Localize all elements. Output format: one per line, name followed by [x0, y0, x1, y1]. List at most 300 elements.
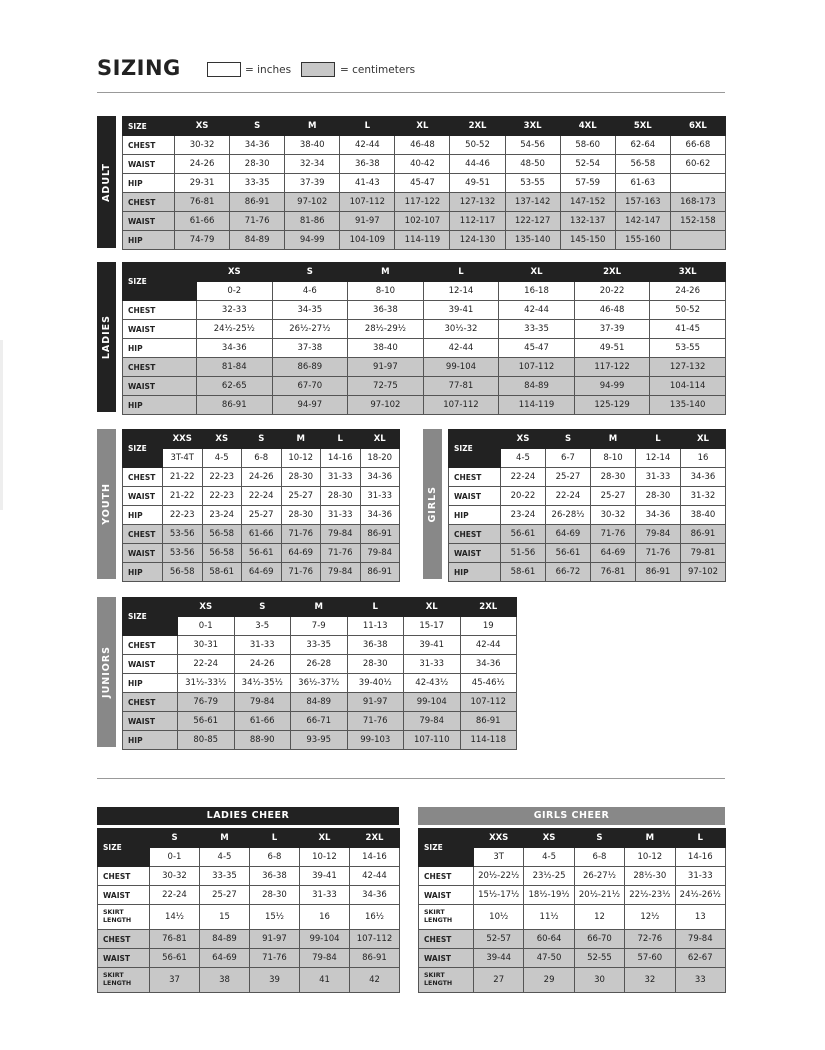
measurement-cell: 51-56 [501, 544, 546, 563]
measurement-cell: 127-132 [650, 358, 726, 377]
hip-row-label: HIP [123, 563, 163, 582]
cm-waist-row [123, 212, 726, 231]
measurement-cell: 91-97 [340, 212, 395, 231]
measurement-cell: 42 [350, 968, 400, 993]
size-column-header: 6XL [670, 117, 725, 136]
inches-hip-row [449, 506, 726, 525]
ladies-cheer-heading: LADIES CHEER [97, 807, 399, 825]
measurement-cell: 67-70 [272, 377, 348, 396]
measurement-cell: 74-79 [175, 231, 230, 250]
measurement-cell: 84-89 [499, 377, 575, 396]
measurement-cell: 30 [574, 968, 624, 993]
girls-cheer-heading: GIRLS CHEER [418, 807, 725, 825]
measurement-cell: 41 [300, 968, 350, 993]
numeric-size-cell: 10-12 [281, 449, 321, 468]
numeric-size-cell: 7-9 [291, 617, 348, 636]
measurement-cell: 42-44 [350, 867, 400, 886]
measurement-cell: 36-38 [340, 155, 395, 174]
measurement-cell: 86-91 [360, 525, 400, 544]
numeric-size-cell: 0-1 [150, 848, 200, 867]
measurement-cell: 56-61 [501, 525, 546, 544]
measurement-cell: 91-97 [250, 930, 300, 949]
measurement-cell: 28½-30 [625, 867, 675, 886]
measurement-cell: 22-24 [501, 468, 546, 487]
measurement-cell: 22-24 [546, 487, 591, 506]
measurement-cell: 112-117 [450, 212, 505, 231]
measurement-cell: 122-127 [505, 212, 560, 231]
measurement-cell: 84-89 [230, 231, 285, 250]
size-column-header: M [200, 829, 250, 848]
waist-row-label: WAIST [449, 487, 501, 506]
measurement-cell: 26-28 [291, 655, 348, 674]
measurement-cell: 66-72 [546, 563, 591, 582]
measurement-cell: 104-114 [650, 377, 726, 396]
measurement-cell: 57-60 [625, 949, 675, 968]
measurement-cell: 94-99 [285, 231, 340, 250]
inches-waist-row [123, 655, 517, 674]
measurement-cell: 39-41 [423, 301, 499, 320]
measurement-cell: 37 [150, 968, 200, 993]
size-column-header: S [242, 430, 282, 449]
size-column-header: L [423, 263, 499, 282]
size-column-header: XXS [474, 829, 524, 848]
measurement-cell: 91-97 [347, 693, 404, 712]
measurement-cell: 97-102 [285, 193, 340, 212]
size-column-header: XL [300, 829, 350, 848]
measurement-cell: 86-91 [230, 193, 285, 212]
measurement-cell: 25-27 [591, 487, 636, 506]
hip-row-label: HIP [123, 396, 197, 415]
chest-row-label: CHEST [123, 301, 197, 320]
adult-section-label: ADULT [97, 116, 116, 248]
measurement-cell: 26-27½ [574, 867, 624, 886]
measurement-cell: 76-81 [175, 193, 230, 212]
measurement-cell: 25-27 [281, 487, 321, 506]
hip-row-label: HIP [449, 506, 501, 525]
measurement-cell: 145-150 [560, 231, 615, 250]
page-title: SIZING [97, 56, 181, 80]
size-column-header: XL [404, 598, 461, 617]
size-column-header: 2XL [350, 829, 400, 848]
measurement-cell: 16 [300, 905, 350, 930]
measurement-cell: 28-30 [591, 468, 636, 487]
measurement-cell: 56-61 [242, 544, 282, 563]
measurement-cell: 71-76 [250, 949, 300, 968]
size-column-header: 3XL [650, 263, 726, 282]
measurement-cell: 56-61 [150, 949, 200, 968]
chest-row-label: CHEST [123, 358, 197, 377]
inches-chest-row [123, 136, 726, 155]
inches-waist-row [123, 155, 726, 174]
inches-waist-row [123, 487, 400, 506]
numeric-size-cell: 14-16 [321, 449, 361, 468]
size-column-header: 2XL [460, 598, 517, 617]
inches-legend-label: = inches [245, 64, 292, 76]
measurement-cell: 30-32 [591, 506, 636, 525]
measurement-cell: 88-90 [234, 731, 291, 750]
waist-row-label: WAIST [123, 487, 163, 506]
waist-row-label: WAIST [419, 949, 474, 968]
measurement-cell: 79-84 [234, 693, 291, 712]
measurement-cell: 21-22 [163, 487, 203, 506]
measurement-cell: 58-60 [560, 136, 615, 155]
measurement-cell: 25-27 [242, 506, 282, 525]
cm-hip-row [123, 731, 517, 750]
inches-chest-row [123, 301, 726, 320]
measurement-cell: 45-46½ [460, 674, 517, 693]
measurement-cell: 38-40 [348, 339, 424, 358]
measurement-cell: 79-84 [360, 544, 400, 563]
size-header-label: SIZE [123, 430, 163, 468]
numeric-size-cell: 19 [460, 617, 517, 636]
measurement-cell: 16½ [350, 905, 400, 930]
measurement-cell: 132-137 [560, 212, 615, 231]
size-column-header: 2XL [574, 263, 650, 282]
inches-hip-row [123, 339, 726, 358]
measurement-cell: 125-129 [574, 396, 650, 415]
measurement-cell: 28-30 [281, 468, 321, 487]
girls-section-label: GIRLS [423, 429, 442, 579]
measurement-cell: 39-40½ [347, 674, 404, 693]
measurement-cell: 53-56 [163, 525, 203, 544]
measurement-cell: 102-107 [395, 212, 450, 231]
measurement-cell: 155-160 [615, 231, 670, 250]
measurement-cell: 28-30 [230, 155, 285, 174]
measurement-cell: 15½ [250, 905, 300, 930]
measurement-cell: 42-44 [423, 339, 499, 358]
waist-row-label: WAIST [98, 886, 150, 905]
measurement-cell: 22-24 [178, 655, 235, 674]
measurement-cell: 42-44 [499, 301, 575, 320]
measurement-cell: 23½-25 [524, 867, 574, 886]
measurement-cell: 93-95 [291, 731, 348, 750]
chest-row-label: CHEST [123, 193, 175, 212]
measurement-cell: 71-76 [591, 525, 636, 544]
ladies-cheer-size-table [97, 828, 400, 993]
measurement-cell: 84-89 [200, 930, 250, 949]
measurement-cell: 28-30 [321, 487, 361, 506]
measurement-cell: 34-36 [360, 468, 400, 487]
numeric-size-cell: 4-5 [202, 449, 242, 468]
measurement-cell: 107-112 [340, 193, 395, 212]
measurement-cell: 44-46 [450, 155, 505, 174]
juniors-section-label: JUNIORS [97, 597, 116, 747]
numeric-size-cell: 4-6 [272, 282, 348, 301]
hip-row-label: HIP [123, 674, 178, 693]
measurement-cell: 33-35 [499, 320, 575, 339]
cm-hip-row [123, 396, 726, 415]
measurement-cell: 12 [574, 905, 624, 930]
numeric-size-cell: 6-8 [242, 449, 282, 468]
size-column-header: 5XL [615, 117, 670, 136]
centimeters-legend-swatch [301, 62, 335, 77]
cm-chest-row [123, 358, 726, 377]
measurement-cell: 71-76 [281, 525, 321, 544]
measurement-cell: 23-24 [202, 506, 242, 525]
measurement-cell: 24½-26½ [675, 886, 725, 905]
size-column-header: S [546, 430, 591, 449]
measurement-cell: 72-76 [625, 930, 675, 949]
cm-chest-row [123, 693, 517, 712]
measurement-cell: 34½-35½ [234, 674, 291, 693]
skirt-length-label [98, 905, 150, 930]
measurement-cell: 20½-21½ [574, 886, 624, 905]
measurement-cell: 79-84 [675, 930, 725, 949]
numeric-size-cell: 10-12 [300, 848, 350, 867]
measurement-cell: 49-51 [574, 339, 650, 358]
chest-row-label: CHEST [123, 468, 163, 487]
numeric-size-cell: 6-8 [250, 848, 300, 867]
measurement-cell: 38 [200, 968, 250, 993]
cm-waist-row [98, 949, 400, 968]
cm-hip-row [123, 231, 726, 250]
measurement-cell: 61-66 [234, 712, 291, 731]
inches-hip-row [123, 674, 517, 693]
measurement-cell: 46-48 [395, 136, 450, 155]
chest-row-label: CHEST [123, 136, 175, 155]
skirt-label-line: SKIRT [103, 972, 124, 979]
measurement-cell: 22-23 [202, 468, 242, 487]
inches-chest-row [419, 867, 726, 886]
measurement-cell: 64-69 [242, 563, 282, 582]
cm-chest-row [419, 930, 726, 949]
waist-row-label: WAIST [123, 655, 178, 674]
girls-size-table [448, 429, 726, 582]
measurement-cell: 84-89 [291, 693, 348, 712]
measurement-cell: 97-102 [681, 563, 726, 582]
cm-chest-row [123, 193, 726, 212]
measurement-cell: 86-91 [350, 949, 400, 968]
numeric-size-cell: 16 [681, 449, 726, 468]
measurement-cell: 29 [524, 968, 574, 993]
measurement-cell: 38-40 [681, 506, 726, 525]
cm-chest-row [449, 525, 726, 544]
measurement-cell: 14½ [150, 905, 200, 930]
measurement-cell: 33-35 [200, 867, 250, 886]
size-column-header: M [348, 263, 424, 282]
measurement-cell: 37-39 [574, 320, 650, 339]
measurement-cell: 114-119 [499, 396, 575, 415]
numeric-size-cell: 0-2 [197, 282, 273, 301]
skirt-label-line: SKIRT [424, 909, 445, 916]
measurement-cell: 30-32 [175, 136, 230, 155]
measurement-cell: 107-112 [460, 693, 517, 712]
measurement-cell: 57-59 [560, 174, 615, 193]
measurement-cell: 39 [250, 968, 300, 993]
size-column-header: M [291, 598, 348, 617]
top-divider [97, 92, 725, 93]
length-label-line: LENGTH [424, 917, 453, 924]
measurement-cell: 32-34 [285, 155, 340, 174]
inches-skirt-row [419, 905, 726, 930]
measurement-cell: 60-62 [670, 155, 725, 174]
measurement-cell: 39-41 [300, 867, 350, 886]
measurement-cell: 28-30 [636, 487, 681, 506]
measurement-cell: 34-36 [197, 339, 273, 358]
measurement-cell: 34-36 [230, 136, 285, 155]
numeric-size-cell: 0-1 [178, 617, 235, 636]
measurement-cell: 147-152 [560, 193, 615, 212]
measurement-cell: 64-69 [281, 544, 321, 563]
hip-row-label: HIP [123, 506, 163, 525]
inches-hip-row [123, 506, 400, 525]
size-column-header: M [281, 430, 321, 449]
measurement-cell: 31½-33½ [178, 674, 235, 693]
skirt-length-label [419, 905, 474, 930]
measurement-cell: 42-44 [340, 136, 395, 155]
numeric-size-cell: 6-7 [546, 449, 591, 468]
measurement-cell: 31-33 [636, 468, 681, 487]
measurement-cell: 25-27 [200, 886, 250, 905]
skirt-length-label [419, 968, 474, 993]
measurement-cell: 33-35 [230, 174, 285, 193]
measurement-cell: 26½-27½ [272, 320, 348, 339]
measurement-cell: 28-30 [281, 506, 321, 525]
hip-row-label: HIP [123, 231, 175, 250]
size-column-header: XS [175, 117, 230, 136]
measurement-cell: 30-31 [178, 636, 235, 655]
measurement-cell: 28-30 [347, 655, 404, 674]
size-column-header: M [591, 430, 636, 449]
hip-row-label: HIP [449, 563, 501, 582]
measurement-cell: 114-119 [395, 231, 450, 250]
measurement-cell: 79-84 [636, 525, 681, 544]
chest-row-label: CHEST [123, 636, 178, 655]
measurement-cell: 24-26 [242, 468, 282, 487]
chest-row-label: CHEST [123, 693, 178, 712]
measurement-cell: 31-33 [675, 867, 725, 886]
measurement-cell: 86-91 [636, 563, 681, 582]
measurement-cell: 66-68 [670, 136, 725, 155]
measurement-cell: 52-57 [474, 930, 524, 949]
size-header-label: SIZE [123, 117, 175, 136]
numeric-size-cell: 14-16 [350, 848, 400, 867]
numeric-size-cell: 11-13 [347, 617, 404, 636]
measurement-cell: 22-24 [242, 487, 282, 506]
inches-waist-row [419, 886, 726, 905]
numeric-size-cell: 15-17 [404, 617, 461, 636]
measurement-cell: 31-33 [300, 886, 350, 905]
inches-chest-row [449, 468, 726, 487]
inches-chest-row [123, 468, 400, 487]
measurement-cell: 32 [625, 968, 675, 993]
measurement-cell: 22-23 [202, 487, 242, 506]
measurement-cell: 11½ [524, 905, 574, 930]
measurement-cell: 62-67 [675, 949, 725, 968]
measurement-cell: 46-48 [574, 301, 650, 320]
cm-waist-row [123, 712, 517, 731]
cm-chest-row [98, 930, 400, 949]
measurement-cell: 22-23 [163, 506, 203, 525]
measurement-cell: 22½-23½ [625, 886, 675, 905]
measurement-cell: 20-22 [501, 487, 546, 506]
skirt-label-line: SKIRT [103, 909, 124, 916]
measurement-cell: 80-85 [178, 731, 235, 750]
measurement-cell: 71-76 [281, 563, 321, 582]
measurement-cell: 79-84 [321, 563, 361, 582]
cm-waist-row [449, 544, 726, 563]
cm-skirt-row [98, 968, 400, 993]
cm-waist-row [123, 377, 726, 396]
measurement-cell: 72-75 [348, 377, 424, 396]
measurement-cell: 79-84 [321, 525, 361, 544]
measurement-cell: 86-89 [272, 358, 348, 377]
size-column-header: L [636, 430, 681, 449]
measurement-cell: 142-147 [615, 212, 670, 231]
measurement-cell: 24-26 [234, 655, 291, 674]
chest-row-label: CHEST [123, 525, 163, 544]
measurement-cell: 64-69 [546, 525, 591, 544]
measurement-cell: 50-52 [450, 136, 505, 155]
measurement-cell: 152-158 [670, 212, 725, 231]
skirt-length-label [98, 968, 150, 993]
chest-row-label: CHEST [98, 867, 150, 886]
measurement-cell: 34-36 [360, 506, 400, 525]
numeric-size-cell: 18-20 [360, 449, 400, 468]
size-column-header: S [230, 117, 285, 136]
measurement-cell: 45-47 [395, 174, 450, 193]
size-column-header: XXS [163, 430, 203, 449]
skirt-label-line: SKIRT [424, 972, 445, 979]
measurement-cell: 107-112 [423, 396, 499, 415]
measurement-cell: 86-91 [197, 396, 273, 415]
measurement-cell: 56-58 [163, 563, 203, 582]
measurement-cell: 58-61 [501, 563, 546, 582]
size-column-header: XS [197, 263, 273, 282]
size-column-header: S [234, 598, 291, 617]
measurement-cell: 45-47 [499, 339, 575, 358]
inches-skirt-row [98, 905, 400, 930]
measurement-cell: 71-76 [321, 544, 361, 563]
measurement-cell: 36-38 [348, 301, 424, 320]
waist-row-label: WAIST [449, 544, 501, 563]
measurement-cell: 15 [200, 905, 250, 930]
waist-row-label: WAIST [123, 544, 163, 563]
measurement-cell: 81-84 [197, 358, 273, 377]
measurement-cell: 56-61 [178, 712, 235, 731]
size-header-label: SIZE [98, 829, 150, 867]
measurement-cell: 48-50 [505, 155, 560, 174]
measurement-cell: 79-84 [404, 712, 461, 731]
measurement-cell: 135-140 [650, 396, 726, 415]
size-column-header: S [574, 829, 624, 848]
measurement-cell: 53-55 [505, 174, 560, 193]
measurement-cell: 38-40 [285, 136, 340, 155]
measurement-cell: 61-66 [175, 212, 230, 231]
measurement-cell: 71-76 [230, 212, 285, 231]
length-label-line: LENGTH [103, 980, 132, 987]
girls-cheer-size-table [418, 828, 726, 993]
numeric-size-cell: 8-10 [591, 449, 636, 468]
measurement-cell: 20½-22½ [474, 867, 524, 886]
measurement-cell: 79-84 [300, 949, 350, 968]
size-column-header: XL [360, 430, 400, 449]
measurement-cell: 81-86 [285, 212, 340, 231]
measurement-cell: 56-58 [202, 525, 242, 544]
measurement-cell: 56-58 [202, 544, 242, 563]
numeric-size-cell: 12-14 [636, 449, 681, 468]
size-column-header: XS [178, 598, 235, 617]
size-column-header: XS [501, 430, 546, 449]
inches-waist-row [449, 487, 726, 506]
size-column-header: L [675, 829, 725, 848]
measurement-cell: 66-71 [291, 712, 348, 731]
measurement-cell: 22-24 [150, 886, 200, 905]
measurement-cell: 28-30 [250, 886, 300, 905]
measurement-cell: 86-91 [360, 563, 400, 582]
measurement-cell [670, 231, 725, 250]
measurement-cell: 71-76 [347, 712, 404, 731]
